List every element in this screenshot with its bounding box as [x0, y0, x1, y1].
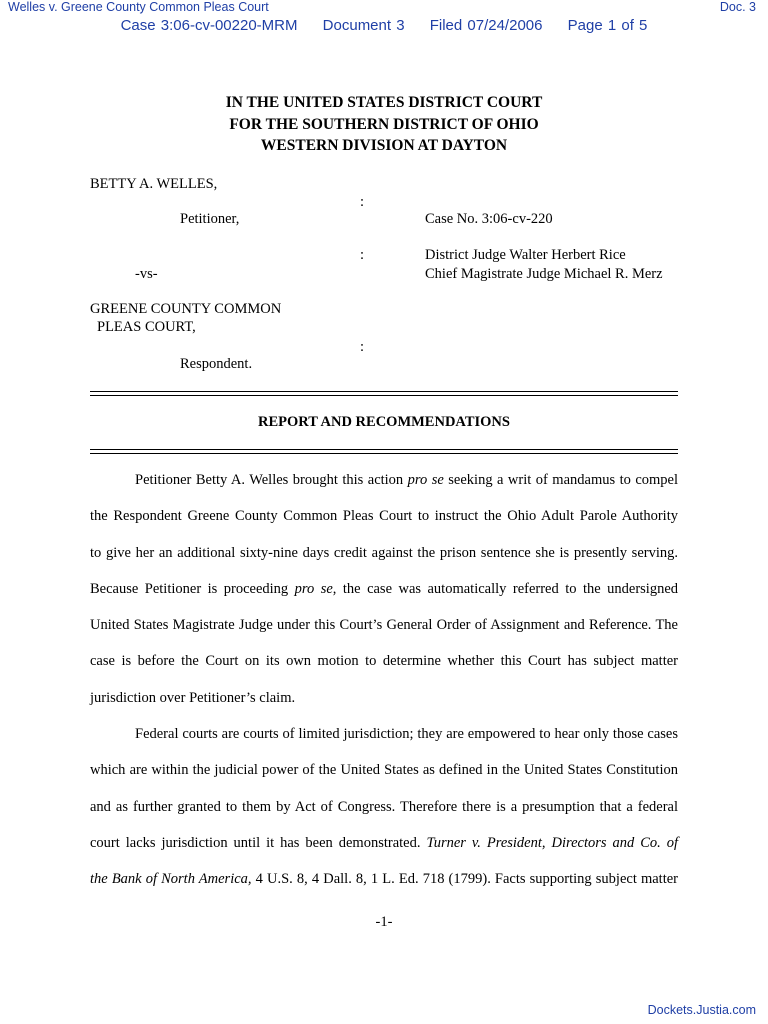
p2-line-5: the Bank of North America, 4 U.S. 8, 4 Dall. 8, 1 L. Ed. 718 (1799). Facts supporting subject matter: [90, 871, 678, 888]
page-indicator: Page 1 of 5: [567, 17, 648, 34]
filed-date: Filed 07/24/2006: [429, 17, 543, 34]
respondent-name-line2: PLEAS COURT,: [97, 319, 196, 335]
p1-line-2: the Respondent Greene County Common Pleas Court to instruct the Ohio Adult Parole Authority: [90, 508, 678, 525]
caption-colon-2: :: [360, 247, 365, 263]
caption-colon-1: :: [360, 194, 365, 210]
rule-top-1: [90, 391, 678, 392]
p1-line-7: jurisdiction over Petitioner’s claim.: [90, 689, 296, 706]
report-title: REPORT AND RECOMMENDATIONS: [258, 414, 510, 430]
caption-colon-3: :: [360, 339, 365, 355]
paragraph-2: [90, 716, 678, 897]
page-number: -1-: [375, 914, 393, 930]
respondent-role: Respondent.: [180, 356, 253, 372]
court-heading-line3: WESTERN DIVISION AT DAYTON: [260, 137, 508, 154]
p1-line-5: United States Magistrate Judge under this Court’s General Order of Assignment and Reference. The: [90, 617, 678, 634]
rule-bottom-2: [90, 453, 678, 454]
p2-line-3: and as further granted to them by Act of Congress. Therefore there is a presumption that a federal: [90, 798, 678, 815]
p1-line-6: case is before the Court on its own motion to determine whether this Court has subject matter: [90, 653, 678, 670]
court-heading-line2: FOR THE SOUTHERN DISTRICT OF OHIO: [229, 116, 539, 133]
paragraph-1: [90, 462, 678, 716]
rule-bottom-1: [90, 449, 678, 450]
p1-line-3: to give her an additional sixty-nine days credit against the prison sentence she is presently serving.: [90, 544, 678, 561]
case-number: Case 3:06-cv-00220-MRM: [120, 17, 298, 34]
respondent-name-line1: GREENE COUNTY COMMON: [90, 301, 282, 317]
justia-footer-link[interactable]: Dockets.Justia.com: [647, 1003, 756, 1017]
p2-line-2: which are within the judicial power of the United States as defined in the United States Constitution: [90, 762, 678, 779]
p2-line-1: Federal courts are courts of limited jurisdiction; they are empowered to hear only those cases: [135, 726, 678, 742]
district-judge: District Judge Walter Herbert Rice: [425, 247, 626, 263]
document-number: Document 3: [322, 17, 405, 34]
rule-top-2: [90, 395, 678, 396]
versus: -vs-: [135, 266, 158, 282]
magistrate-judge: Chief Magistrate Judge Michael R. Merz: [425, 266, 663, 282]
case-header: [0, 17, 768, 34]
doc-title-link[interactable]: Welles v. Greene County Common Pleas Court: [8, 0, 269, 14]
petitioner-name: BETTY A. WELLES,: [90, 176, 218, 192]
court-heading-line1: IN THE UNITED STATES DISTRICT COURT: [225, 94, 543, 111]
petitioner-role: Petitioner,: [180, 211, 240, 227]
p2-line-4: court lacks jurisdiction until it has been demonstrated. Turner v. President, Directors and Co. of: [90, 834, 678, 851]
case-no: Case No. 3:06-cv-220: [425, 211, 553, 227]
p1-line-4: Because Petitioner is proceeding pro se, the case was automatically referred to the undersigned: [90, 580, 678, 597]
p1-line-1: Petitioner Betty A. Welles brought this action pro se seeking a writ of mandamus to compel: [135, 472, 678, 488]
doc-number-link[interactable]: Doc. 3: [719, 0, 756, 14]
